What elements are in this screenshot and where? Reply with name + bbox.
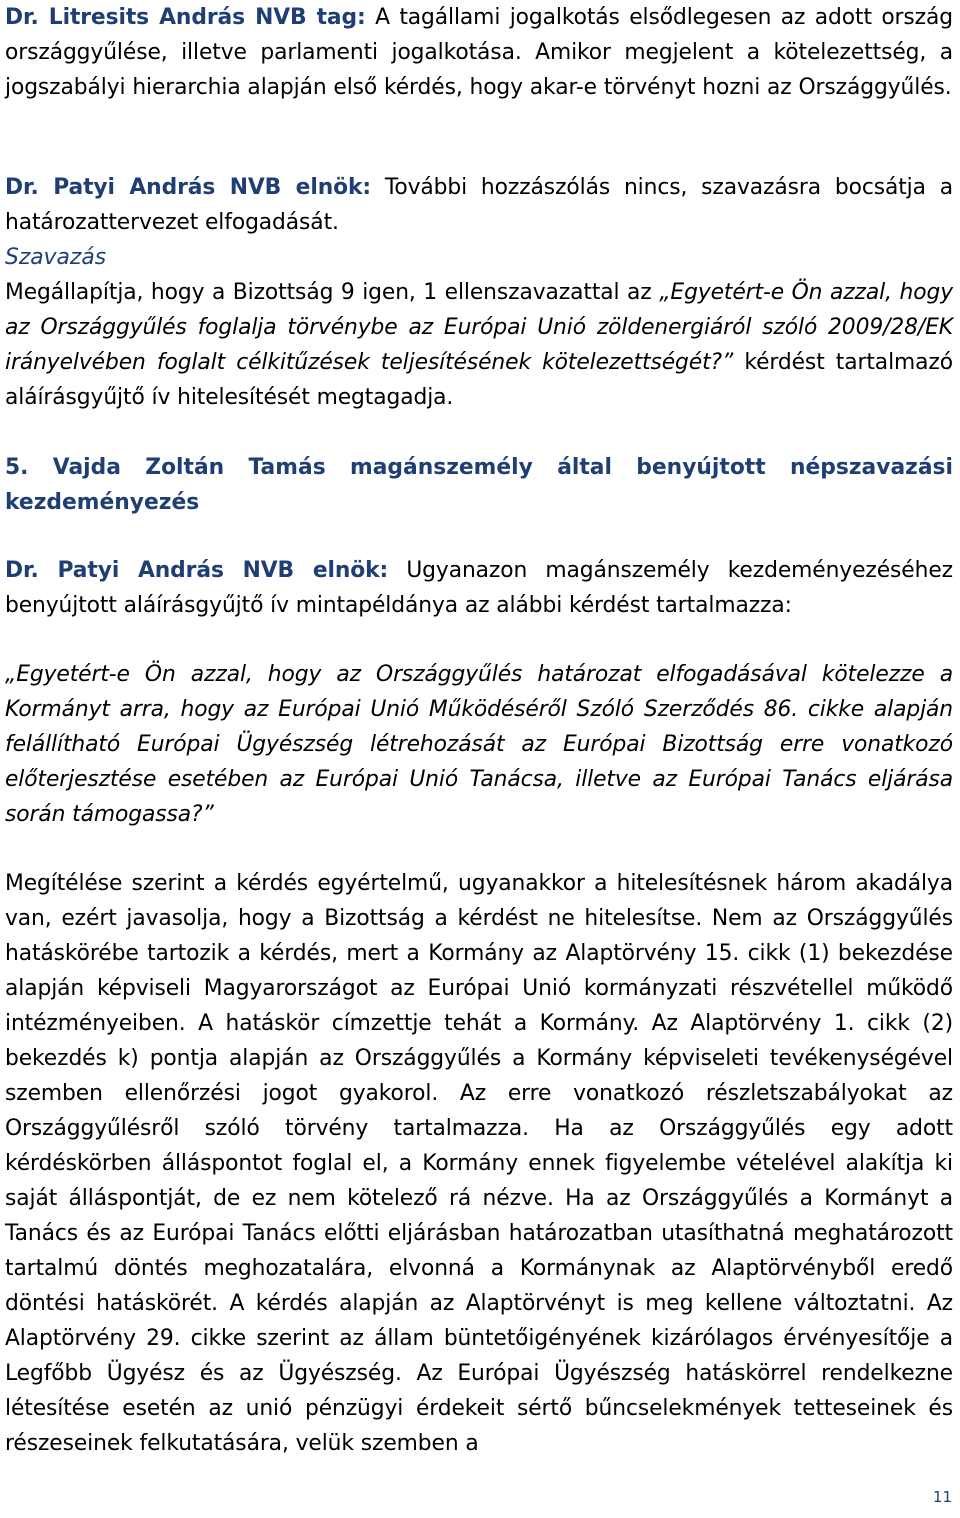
speaker-name: Dr. Litresits András NVB tag: xyxy=(5,5,366,30)
paragraph-vote-result xyxy=(5,275,953,415)
quoted-question: „Egyetért-e Ön azzal, hogy az Országgyűlés határozat elfogadásával kötelezze a Kormányt arra, hogy az Európai Unió Működéséről Szóló Szerződés 86. cikke alapján felállítható Európai Ügyészség létrehozását az Európai Bizottság erre vonatkozó előterjesztése esetében az Európai Unió Tanácsa, illetve az Európai Tanács eljárása során támogassa?” xyxy=(5,662,953,827)
speaker-name: Dr. Patyi András NVB elnök: xyxy=(5,558,389,583)
paragraph-patyi-intro xyxy=(5,553,953,623)
page-number: 11 xyxy=(932,1488,952,1506)
vote-result-lead: Megállapítja, hogy a Bizottság 9 igen, 1 ellenszavazattal az xyxy=(5,280,660,305)
paragraph-text: További hozzászólás nincs, szavazásra bocsátja a határozattervezet elfogadását. xyxy=(5,175,953,235)
paragraph-text: Ugyanazon magánszemély kezdeményezéséhez benyújtott aláírásgyűjtő ív mintapéldánya az alábbi kérdést tartalmazza: xyxy=(5,558,953,618)
vote-result-tail: kérdést tartalmazó aláírásgyűjtő ív hitelesítését megtagadja. xyxy=(5,350,953,410)
speaker-name: Dr. Patyi András NVB elnök: xyxy=(5,175,372,200)
vote-result-question: „Egyetért-e Ön azzal, hogy az Országgyűlés foglalja törvénybe az Európai Unió zöldenergiáról szóló 2009/28/EK irányelvében foglalt célkitűzések teljesítésének kötelezettségét?” xyxy=(5,280,953,375)
paragraph-text: A tagállami jogalkotás elsődlegesen az adott ország országgyűlése, illetve parlamenti jogalkotása. Amikor megjelent a kötelezettség, a jogszabályi hierarchia alapján első kérdés, hogy akar-e törvényt hozni az Országgyűlés. xyxy=(5,5,954,100)
section-heading: 5. Vajda Zoltán Tamás magánszemély által benyújtott népszavazási kezdeményezés xyxy=(5,455,953,515)
paragraph-litresits xyxy=(5,0,953,105)
vote-label: Szavazás xyxy=(5,245,107,270)
paragraph-assessment: Megítélése szerint a kérdés egyértelmű, ugyanakkor a hitelesítésnek három akadálya van, ezért javasolja, hogy a Bizottság a kérdést ne hitelesítse. Nem az Országgyűlés hatáskörébe tartozik a kérdés, mert a Kormány az Alaptörvény 15. cikk (1) bekezdése alapján képviseli Magyarországot az Európai Unió kormányzati részvétellel működő intézményeiben. A hatáskör címzettje tehát a Kormány. Az Alaptörvény 1. cikk (2) bekezdés k) pontja alapján az Országgyűlés a Kormány képviseleti tevékenységével szemben ellenőrzési jogot gyakorol. Az erre vonatkozó részletszabályokat az Országgyűlésről szóló törvény tartalmazza. Ha az Országgyűlés egy adott kérdéskörben álláspontot foglal el, a Kormány ennek figyelembe vételével alakítja ki saját álláspontját, de ez nem kötelező rá nézve. Ha az Országgyűlés a Kormányt a Tanács és az Európai Tanács előtti eljárásban határozatban utasíthatná meghatározott tartalmú döntés meghozatalára, elvonná a Kormánynak az Alaptörvényből eredő döntési hatáskörét. A kérdés alapján az Alaptörvényt is meg kellene változtatni. Az Alaptörvény 29. cikke szerint az állam büntetőigényének kizárólagos érvényesítője a Legfőbb Ügyész és az Ügyészség. Az Európai Ügyészség hatáskörrel rendelkezne létesítése esetén az unió pénzügyi érdekeit sértő bűncselekmények tetteseinek és részeseinek felkutatására, velük szemben a xyxy=(5,871,953,1456)
paragraph-patyi-vote-call xyxy=(5,170,953,240)
